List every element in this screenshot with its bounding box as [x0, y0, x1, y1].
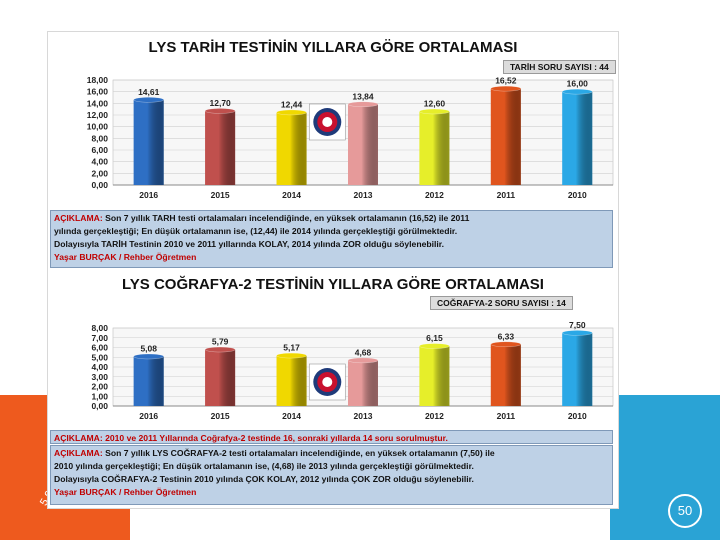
- bar-shading: [491, 89, 521, 185]
- bar-top: [134, 354, 164, 359]
- x-tick-label: 2015: [210, 190, 230, 200]
- content-panel: [47, 31, 619, 509]
- bar-top: [562, 330, 592, 335]
- right-accent-block: [610, 395, 720, 540]
- x-tick-label: 2010: [567, 411, 587, 421]
- bar-top: [277, 110, 307, 115]
- y-tick-label: 4,00: [91, 362, 108, 372]
- y-tick-label: 1,00: [91, 391, 108, 402]
- tarih-explanation-box: [50, 210, 613, 268]
- cografya-notice-text: AÇIKLAMA: 2010 ve 2011 Yıllarında Coğrafya-2 testinde 16, sonraki yıllarda 14 soru sorulmuştur.: [54, 433, 448, 443]
- data-label: 13,84: [352, 91, 374, 102]
- x-tick-label: 2013: [353, 411, 373, 421]
- tarih-explanation-line1: Son 7 yıllık TARH testi ortalamaları incelendiğinde, en yüksek ortalamanın (16,52) ile 2011: [102, 213, 470, 223]
- bar-top: [491, 342, 521, 347]
- bar-shading: [134, 356, 164, 406]
- y-tick-label: 7,00: [91, 332, 108, 343]
- data-label: 14,61: [138, 86, 160, 97]
- data-label: 7,50: [569, 319, 586, 330]
- cografya-explanation-head: AÇIKLAMA:: [54, 448, 103, 458]
- bar-top: [205, 347, 235, 352]
- y-tick-label: 0,00: [91, 401, 108, 411]
- y-tick-label: 8,00: [91, 133, 108, 144]
- bar-shading: [562, 92, 592, 185]
- data-label: 5,79: [211, 336, 229, 347]
- data-label: 6,33: [497, 331, 515, 342]
- y-tick-label: 16,00: [86, 86, 108, 97]
- y-tick-label: 5,00: [91, 352, 108, 363]
- tarih-signature: Yaşar BURÇAK / Rehber Öğretmen: [54, 252, 197, 262]
- tarih-chart-title: LYS TARİH TESTİNİN YILLARA GÖRE ORTALAMASI: [148, 39, 518, 56]
- x-tick-label: 2014: [282, 190, 302, 200]
- school-emblem: [309, 364, 345, 400]
- data-label: 5,08: [140, 343, 157, 354]
- bar-top: [491, 86, 521, 91]
- bar-top: [419, 344, 449, 349]
- slide-number: 50: [668, 494, 702, 528]
- x-tick-label: 2011: [496, 411, 516, 421]
- data-label: 6,15: [426, 333, 443, 344]
- y-tick-label: 8,00: [91, 323, 108, 333]
- cografya-chart: [48, 270, 618, 430]
- bar-shading: [348, 104, 378, 185]
- tarih-explanation-line3: Dolayısıyla TARİH Testinin 2010 ve 2011 yıllarında KOLAY, 2014 yılında ZOR olduğu söylenebilir.: [54, 239, 445, 249]
- bar-shading: [348, 360, 378, 406]
- data-label: 12,44: [280, 99, 303, 110]
- cografya-explanation-line1: Son 7 yıllık LYS COĞRAFYA-2 testi ortalamaları incelendiğinde, en yüksek ortalamanın (7,50) ile: [102, 448, 495, 458]
- bar-top: [348, 358, 378, 363]
- cografya-chart-title: LYS COĞRAFYA-2 TESTİNİN YILLARA GÖRE ORTALAMASI: [122, 276, 544, 293]
- school-emblem: [309, 104, 345, 140]
- bar-shading: [205, 350, 235, 406]
- tarih-explanation-head: AÇIKLAMA:: [54, 213, 103, 223]
- bar-top: [419, 109, 449, 114]
- data-label: 5,17: [283, 342, 300, 353]
- y-tick-label: 12,00: [86, 110, 108, 120]
- tarih-bar-chart: [48, 32, 618, 207]
- y-tick-label: 10,00: [86, 121, 108, 132]
- cografya-explanation-line3: Dolayısıyla COĞRAFYA-2 Testinin 2010 yılında ÇOK KOLAY, 2012 yılında ÇOK ZOR olduğu söylenebilir.: [54, 474, 474, 484]
- cografya-explanation-line2: 2010 yılında gerçekleştiği; En düşük ortalamanın ise, (4,68) ile 2013 yılında gerçekleştiği görülmektedir.: [54, 461, 474, 471]
- tarih-chart: [48, 32, 618, 207]
- x-tick-label: 2016: [139, 411, 159, 421]
- bar-top: [562, 89, 592, 94]
- x-tick-label: 2012: [424, 411, 444, 421]
- tarih-explanation-line2: yılında gerçekleştiği; En düşük ortalamanın ise, (12,44) ile 2014 yılında gerçekleştiği görülmektedir.: [54, 226, 458, 236]
- bar-shading: [419, 346, 449, 406]
- data-label: 16,52: [495, 75, 517, 86]
- bar-shading: [562, 333, 592, 406]
- bar-top: [348, 102, 378, 107]
- bar-top: [277, 353, 307, 358]
- x-tick-label: 2016: [139, 190, 159, 200]
- bar-shading: [277, 112, 307, 185]
- bar-top: [134, 97, 164, 102]
- cografya-explanation-box: [50, 445, 613, 505]
- cografya-question-notice: [50, 430, 613, 444]
- data-label: 16,00: [566, 78, 588, 89]
- data-label: 12,70: [209, 97, 231, 108]
- y-tick-label: 18,00: [86, 75, 108, 85]
- bar-shading: [205, 111, 235, 185]
- bar-shading: [419, 112, 449, 186]
- y-tick-label: 14,00: [86, 98, 108, 109]
- cografya-question-count-badge: COĞRAFYA-2 SORU SAYISI : 14: [430, 296, 573, 310]
- bar-shading: [491, 344, 521, 406]
- tarih-question-count-badge: TARİH SORU SAYISI : 44: [503, 60, 616, 74]
- data-label: 12,60: [423, 98, 446, 109]
- y-tick-label: 4,00: [91, 156, 108, 167]
- bar-shading: [134, 100, 164, 185]
- cografya-signature: Yaşar BURÇAK / Rehber Öğretmen: [54, 487, 197, 497]
- x-tick-label: 2010: [567, 190, 587, 200]
- y-tick-label: 2,00: [91, 381, 108, 392]
- x-tick-label: 2015: [210, 411, 230, 421]
- x-tick-label: 2011: [496, 190, 516, 200]
- y-tick-label: 6,00: [91, 342, 108, 353]
- y-tick-label: 3,00: [91, 371, 108, 382]
- y-tick-label: 0,00: [91, 180, 108, 190]
- cografya-bar-chart: [48, 270, 618, 430]
- x-tick-label: 2012: [424, 190, 444, 200]
- bar-top: [205, 108, 235, 113]
- x-tick-label: 2014: [282, 411, 302, 421]
- y-tick-label: 2,00: [91, 168, 108, 179]
- data-label: 4,68: [354, 347, 372, 358]
- bar-shading: [277, 356, 307, 406]
- y-tick-label: 6,00: [91, 145, 108, 155]
- x-tick-label: 2013: [353, 190, 373, 200]
